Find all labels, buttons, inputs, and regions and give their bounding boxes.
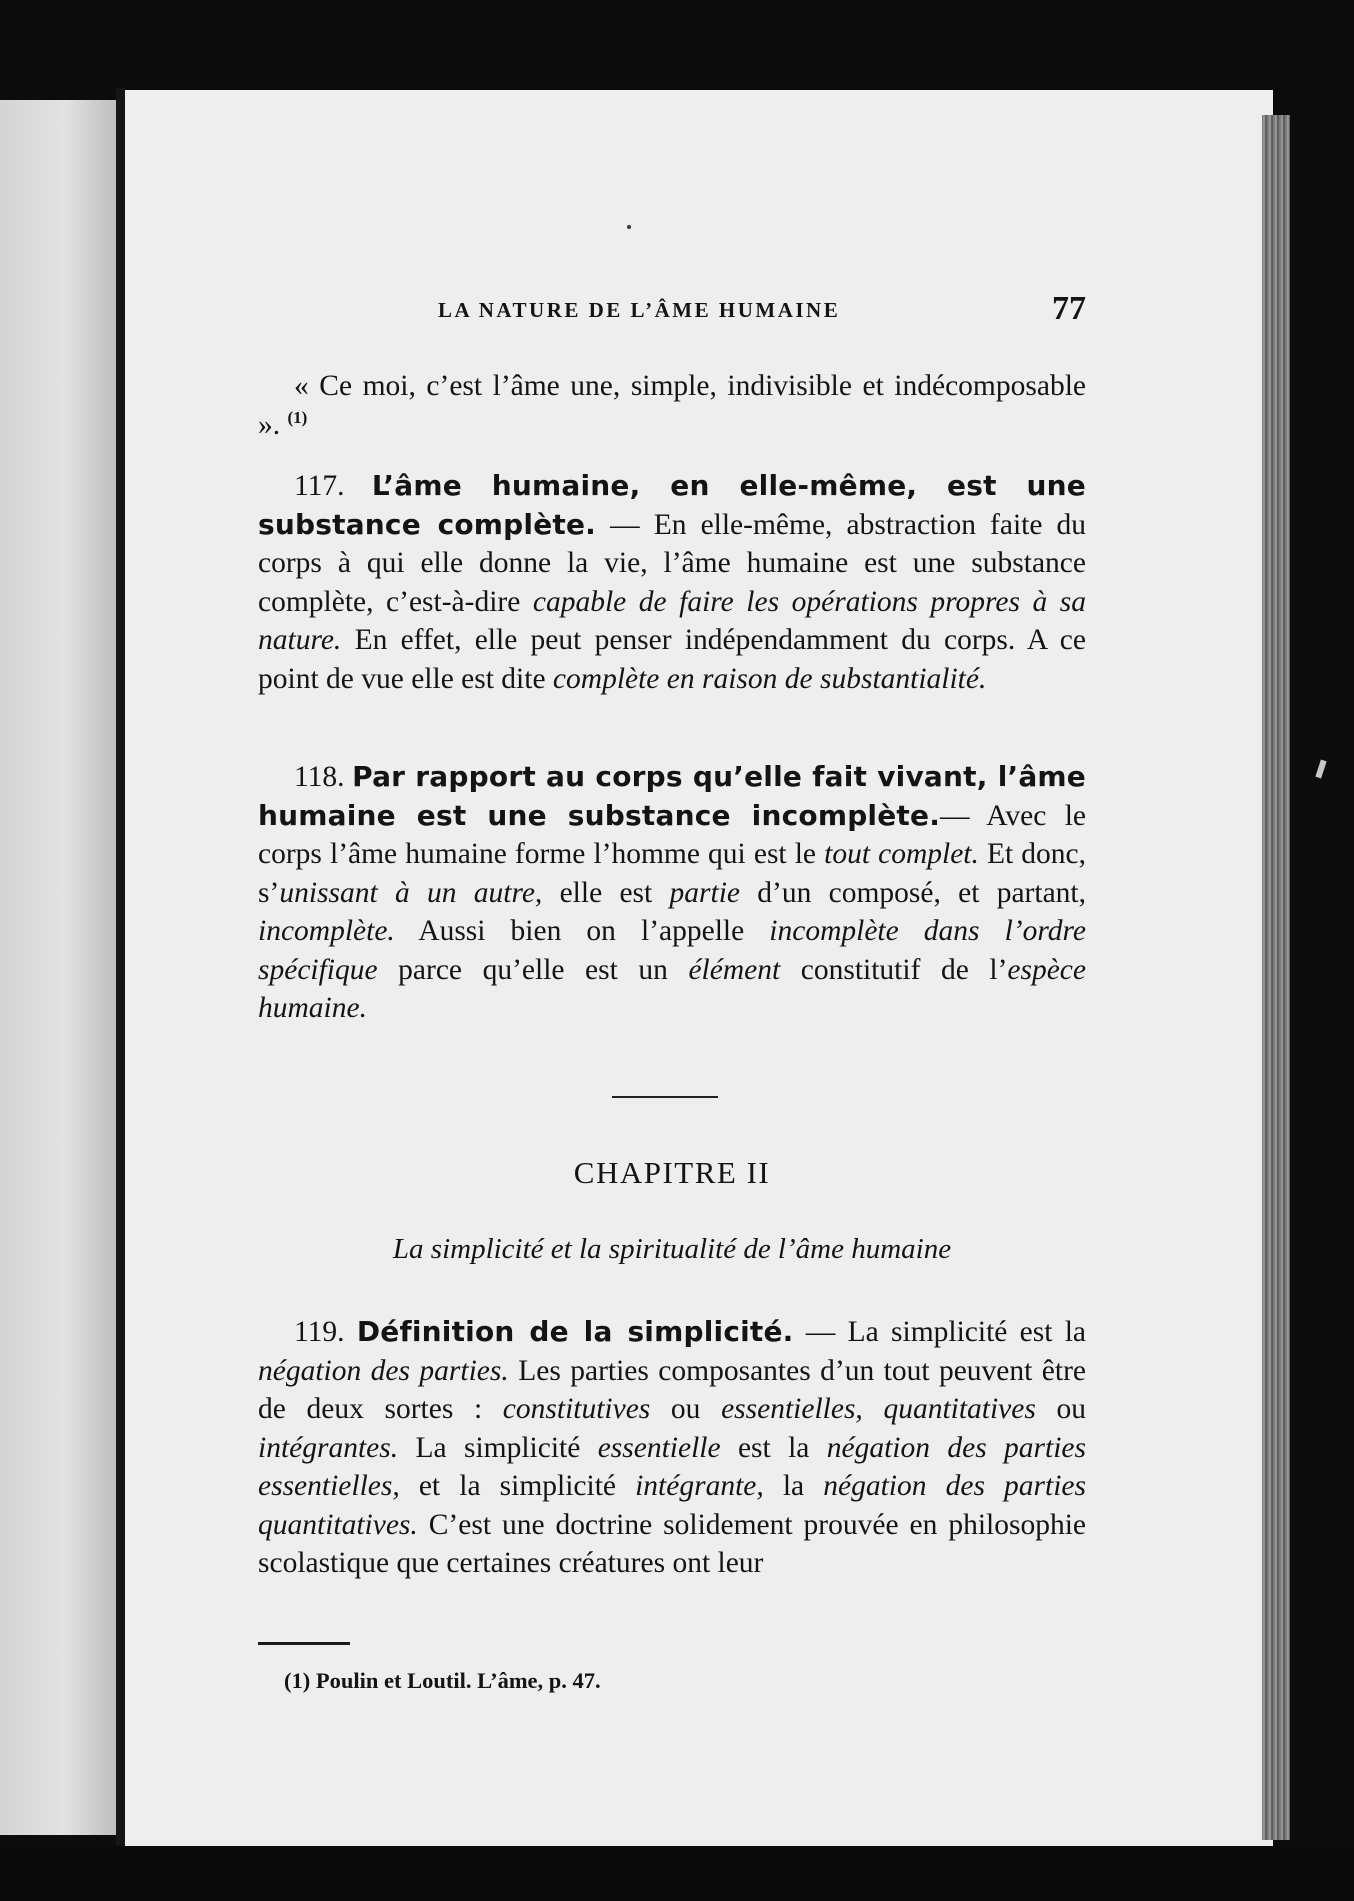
scan-bottom-border [0,1846,1354,1901]
section-117 [258,467,1086,698]
italic-text: intégrantes. [258,1431,399,1464]
scan-dust [627,225,631,229]
section-heading: Définition de la simplicité. [356,1315,794,1348]
italic-text: négation des parties. [258,1354,509,1387]
quote-text: « Ce moi, c’est l’âme une, simple, indivisible et indécomposable ». [258,370,1086,441]
section-number: 118. [294,761,345,793]
section-heading: L’âme humaine, en elle-même, est une substance complète. [258,469,1087,541]
body-text: C’est une doctrine solidement prouvée en philosophie scolastique que certaines créatures ont leur [258,1508,1086,1579]
em-dash: — [940,799,987,832]
footnote-rule [258,1642,350,1645]
italic-text: unissant à un autre, [279,876,543,909]
page-stack-edge [1262,115,1290,1840]
italic-text: négation des parties quantitatives. [258,1470,1086,1541]
body-text: et la simplicité [399,1470,636,1502]
footnote-marker: (1) [287,407,308,427]
body-text: En effet, elle peut penser indépendamment du corps. A ce point de vue elle est dite [258,624,1086,695]
scan-artifact [1315,760,1326,779]
italic-text: espèce humaine. [258,953,1086,1024]
body-text: Les parties composantes d’un tout peuvent être de deux sortes : [258,1354,1086,1425]
em-dash: — [793,1316,848,1348]
body-text: ou [1035,1393,1087,1425]
body-text: Et donc, s’ [258,838,1087,909]
italic-text: capable de faire les opérations propres à sa nature. [258,585,1086,656]
body-text: ou [650,1393,722,1425]
chapter-title: CHAPITRE II [573,1155,771,1190]
body-text: elle est [542,876,670,909]
section-118 [258,758,1086,1028]
body-text: est la [720,1431,827,1464]
body-text: La simplicité est la [847,1316,1087,1348]
italic-text: intégrante, [635,1470,764,1502]
italic-text: essentielles, quantitatives [721,1393,1036,1425]
italic-text: incomplète. [258,915,395,947]
section-119 [258,1313,1086,1583]
running-header [258,290,1086,330]
page-number: 77 [1052,290,1086,327]
running-title: LA NATURE DE L’ÂME HUMAINE [438,298,841,322]
section-heading: Par rapport au corps qu’elle fait vivant, l’âme humaine est une substance incomplète. [258,760,1086,832]
body-text: En elle-même, abstraction faite du corps à qui elle donne la vie, l’âme humaine est une substance complète, c’est-à-dire [258,508,1087,618]
section-number: 117. [294,470,345,502]
body-text: la [763,1470,824,1502]
body-text: Aussi bien on l’appelle [394,915,770,947]
italic-text: élément [688,953,781,986]
body-text: parce qu’elle est un [377,953,689,986]
italic-text: essentielle [597,1431,721,1464]
quote-paragraph [258,367,1086,444]
book-spine [116,88,125,1848]
body-text: Avec le corps l’âme humaine forme l’homme qui est le [258,799,1087,870]
em-dash: — [596,508,654,541]
italic-text: constitutives [502,1393,651,1425]
italic-text: négation des parties essentielles, [258,1431,1086,1502]
footnote: (1) Poulin et Loutil. L’âme, p. 47. [284,1668,601,1693]
chapter-subtitle: La simplicité et la spiritualité de l’âme humaine [392,1233,952,1265]
italic-text: tout complet. [824,838,979,870]
body-text: d’un composé, et partant, [739,876,1086,909]
italic-text: partie [669,876,740,909]
section-number: 119. [294,1316,345,1348]
italic-text: complète en raison de substantialité. [552,662,987,695]
body-text: La simplicité [398,1431,598,1464]
italic-text: incomplète dans l’ordre spécifique [258,915,1086,986]
left-page-edge [0,100,118,1835]
section-divider [612,1096,718,1098]
body-text: constitutif de l’ [780,953,1008,986]
